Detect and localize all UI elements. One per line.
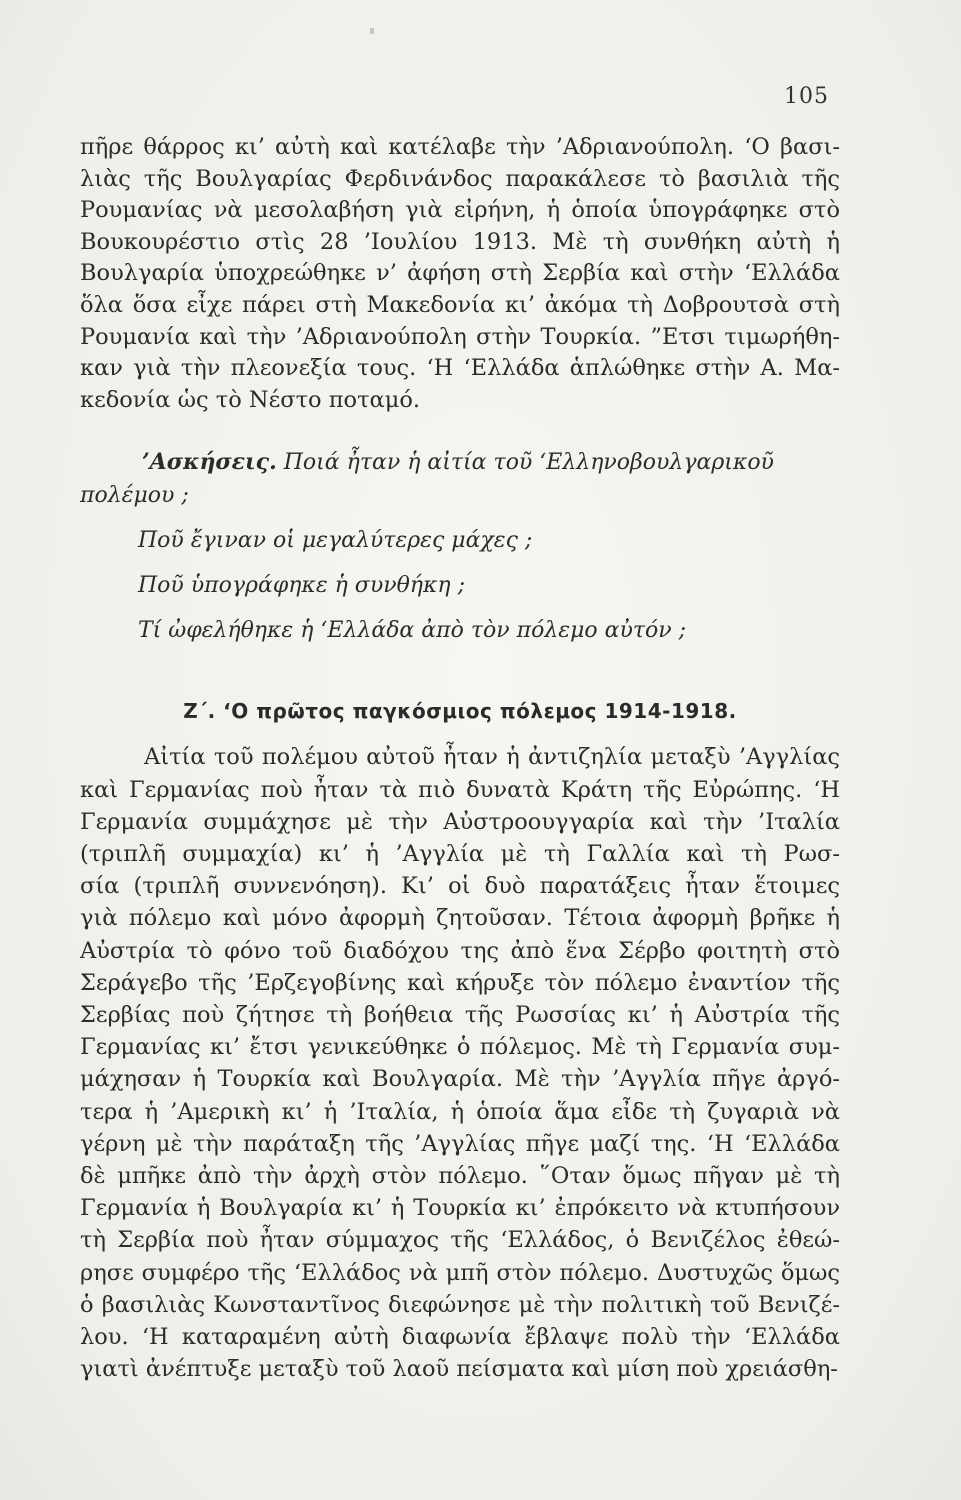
- text-line: γιατὶ ἀνέπτυξε μεταξὺ τοῦ λαοῦ πείσματα καὶ μίση ποὺ χρειάσθη-: [80, 1356, 838, 1383]
- text-line: ρησε συμφέρο τῆς ‘Ελλάδος νὰ μπῆ στὸν πόλεμο. Δυστυχῶς ὅμως: [80, 1259, 840, 1286]
- text-line: γιὰ πόλεμο καὶ μόνο ἀφορμὴ ζητοῦσαν. Τέτοια ἀφορμὴ βρῆκε ἡ: [80, 905, 840, 932]
- text-line: Βουκουρέστιο στὶς 28 ’Ιουλίου 1913. Μὲ τὴ συνθήκη αὐτὴ ἡ: [80, 228, 840, 255]
- paragraph-balkan-wars-end: [80, 132, 840, 416]
- exercise-question-4: Τί ὠφελήθηκε ἡ ‘Ελλάδα ἀπὸ τὸν πόλεμο αὐτόν ;: [138, 618, 687, 644]
- text-line: Σεράγεβο τῆς ’Ερζεγοβίνης καὶ κήρυξε τὸν πόλεμο ἐναντίον τῆς: [80, 969, 840, 996]
- exercises-label: ’Ασκήσεις.: [142, 449, 277, 476]
- text-line: Αἰτία τοῦ πολέμου αὐτοῦ ἦταν ἡ ἀντιζηλία μεταξὺ ’Αγγλίας: [144, 744, 840, 771]
- paper-speck: [370, 28, 374, 34]
- page-number: 105: [784, 84, 829, 109]
- text-line: Γερμανία ἡ Βουλγαρία κι’ ἡ Τουρκία κι’ ἐπρόκειτο νὰ κτυπήσουν: [80, 1195, 840, 1222]
- text-line: τερα ἡ ’Αμερικὴ κι’ ἡ ’Ιταλία, ἡ ὁποία ἅμα εἶδε τὴ ζυγαριὰ νὰ: [80, 1098, 840, 1125]
- exercise-question-3: Ποῦ ὑπογράφηκε ἡ συνθήκη ;: [138, 573, 466, 599]
- text-line: Γερμανίας κι’ ἔτσι γενικεύθηκε ὁ πόλεμος. Μὲ τὴ Γερμανία συμ-: [80, 1034, 840, 1061]
- text-line: Γερμανία συμμάχησε μὲ τὴν Αὐστροουγγαρία καὶ τὴν ’Ιταλία: [80, 808, 840, 835]
- text-line: Ρουμανίας νὰ μεσολαβήση γιὰ εἰρήνη, ἡ ὁποία ὑπογράφηκε στὸ: [80, 197, 840, 224]
- section-heading: Ζ΄. ‘Ο πρῶτος παγκόσμιος πόλεμος 1914-1918.: [183, 699, 737, 724]
- text-line: ὁ βασιλιὰς Κωνσταντῖνος διεφώνησε μὲ τὴν πολιτικὴ τοῦ Βενιζέ-: [80, 1291, 840, 1318]
- text-line: κεδονία ὡς τὸ Νέστο ποταμό.: [80, 386, 421, 413]
- paragraph-ww1: [80, 741, 840, 1385]
- text-line: σία (τριπλῆ συννενόηση). Κι’ οἱ δυὸ παρατάξεις ἦταν ἕτοιμες: [80, 873, 840, 900]
- text-line: καν γιὰ τὴν πλεονεξία τους. ‘Η ‘Ελλάδα ἁπλώθηκε στὴν Α. Μα-: [80, 355, 840, 382]
- text-line: Αὐστρία τὸ φόνο τοῦ διαδόχου της ἀπὸ ἕνα Σέρβο φοιτητὴ στὸ: [80, 937, 840, 964]
- exercise-question-2: Ποῦ ἔγιναν οἱ μεγαλύτερες μάχες ;: [138, 528, 533, 554]
- text-line: δὲ μπῆκε ἀπὸ τὴν ἀρχὴ στὸν πόλεμο. ῞Οταν ὅμως πῆγαν μὲ τὴ: [80, 1162, 840, 1189]
- page-content: [80, 132, 840, 1385]
- exercise-question-1-continued: πολέμου ;: [80, 483, 189, 509]
- text-line: Σερβίας ποὺ ζήτησε τὴ βοήθεια τῆς Ρωσσίας κι’ ἡ Αὐστρία τῆς: [80, 1001, 840, 1028]
- exercise-question-1: [80, 446, 840, 479]
- exercise-question-text: Ποιά ἦταν ἡ αἰτία τοῦ ‘Ελληνοβουλγαρικοῦ: [283, 450, 774, 476]
- text-line: γέρνη μὲ τὴν παράταξη τῆς ’Αγγλίας πῆγε μαζί της. ‘Η ‘Ελλάδα: [80, 1130, 840, 1157]
- text-line: Ρουμανία καὶ τὴν ’Αδριανούπολη στὴν Τουρκία. ”Ετσι τιμωρήθη-: [80, 323, 840, 350]
- text-line: πῆρε θάρρος κι’ αὐτὴ καὶ κατέλαβε τὴν ’Αδριανούπολη. ‘Ο βασι-: [80, 134, 840, 160]
- text-line: καὶ Γερμανίας ποὺ ἦταν τὰ πιὸ δυνατὰ Κράτη τῆς Εὐρώπης. ‘Η: [80, 776, 840, 803]
- text-line: Βουλγαρία ὑποχρεώθηκε ν’ ἀφήση στὴ Σερβία καὶ στὴν ‘Ελλάδα: [80, 260, 840, 287]
- exercises-block: [80, 446, 840, 647]
- text-line: μάχησαν ἡ Τουρκία καὶ Βουλγαρία. Μὲ τὴν ’Αγγλία πῆγε ἀργό-: [80, 1066, 840, 1093]
- text-line: ὅλα ὅσα εἶχε πάρει στὴ Μακεδονία κι’ ἀκόμα τὴ Δοβρουτσὰ στὴ: [80, 291, 840, 318]
- text-line: λιὰς τῆς Βουλγαρίας Φερδινάνδος παρακάλεσε τὸ βασιλιὰ τῆς: [80, 165, 840, 192]
- text-line: τὴ Σερβία ποὺ ἦταν σύμμαχος τῆς ‘Ελλάδος, ὁ Βενιζέλος ἐθεώ-: [80, 1227, 840, 1254]
- text-line: (τριπλῆ συμμαχία) κι’ ἡ ’Αγγλία μὲ τὴ Γαλλία καὶ τὴ Ρωσ-: [80, 840, 840, 867]
- text-line: λου. ‘Η καταραμένη αὐτὴ διαφωνία ἔβλαψε πολὺ τὴν ‘Ελλάδα: [80, 1324, 840, 1350]
